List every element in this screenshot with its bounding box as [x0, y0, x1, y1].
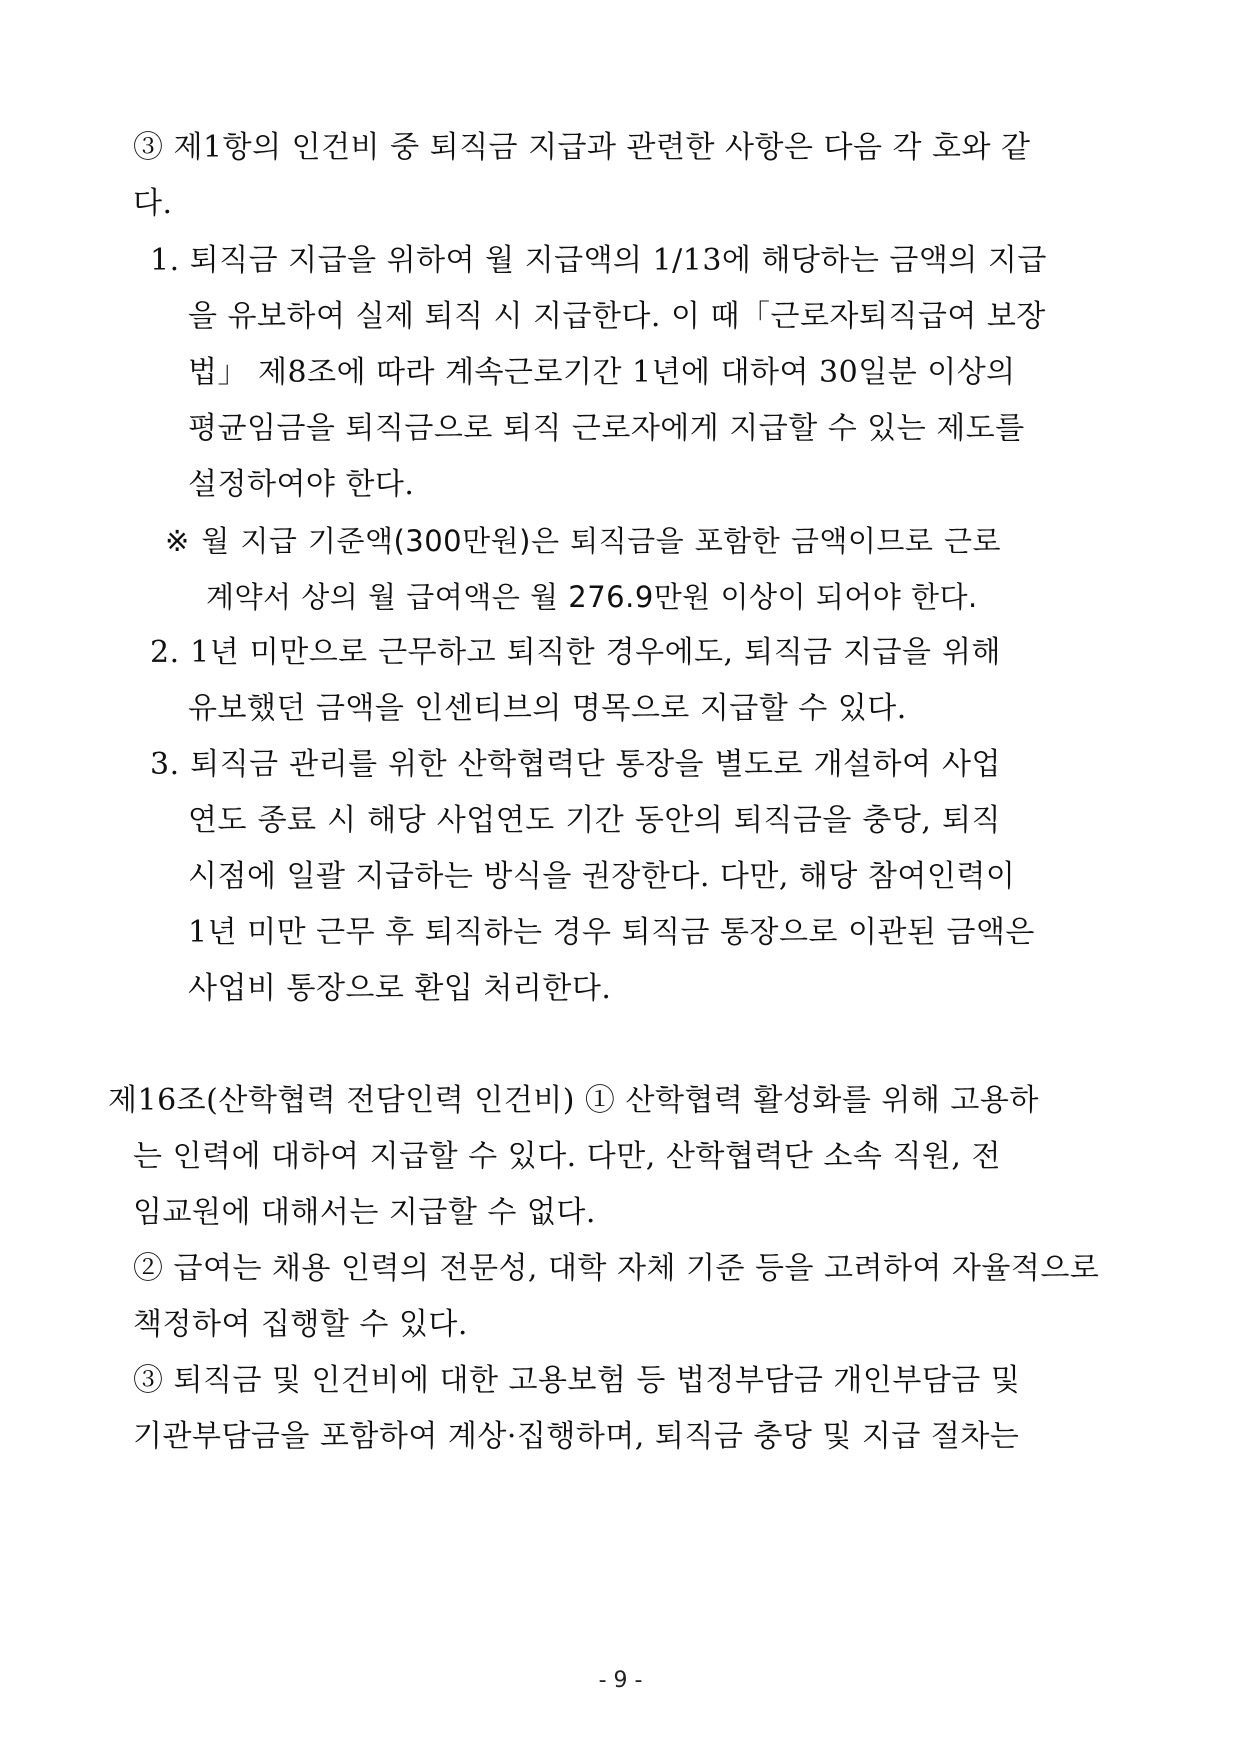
paragraph-3-line-2: 다. — [133, 186, 173, 221]
article-16-line-7: 기관부담금을 포함하여 계상·집행하며, 퇴직금 충당 및 지급 절차는 — [133, 1419, 1020, 1454]
item-1-line-3: 법」 제8조에 따라 계속근로기간 1년에 대하여 30일분 이상의 — [188, 355, 1016, 390]
item-3-line-3: 시점에 일괄 지급하는 방식을 권장한다. 다만, 해당 참여인력이 — [188, 859, 1016, 894]
item-3-line-4: 1년 미만 근무 후 퇴직하는 경우 퇴직금 통장으로 이관된 금액은 — [188, 915, 1035, 950]
article-16-line-4: ② 급여는 채용 인력의 전문성, 대학 자체 기준 등을 고려하여 자율적으로 — [133, 1251, 1100, 1286]
article-16-line-2: 는 인력에 대하여 지급할 수 있다. 다만, 산학협력단 소속 직원, 전 — [133, 1139, 1001, 1174]
article-16-line-3: 임교원에 대해서는 지급할 수 없다. — [133, 1195, 596, 1230]
item-3-line-2: 연도 종료 시 해당 사업연도 기간 동안의 퇴직금을 충당, 퇴직 — [188, 803, 1001, 838]
article-16-line-5: 책정하여 집행할 수 있다. — [133, 1307, 468, 1342]
item-1-line-4: 평균임금을 퇴직금으로 퇴직 근로자에게 지급할 수 있는 제도를 — [188, 411, 1025, 446]
item-2-line-2: 유보했던 금액을 인센티브의 명목으로 지급할 수 있다. — [188, 691, 907, 726]
item-3-line-1: 3. 퇴직금 관리를 위한 산학협력단 통장을 별도로 개설하여 사업 — [150, 747, 1001, 782]
note-line-2: 계약서 상의 월 급여액은 월 276.9만원 이상이 되어야 한다. — [206, 580, 978, 614]
page-number: - 9 - — [598, 1668, 643, 1693]
paragraph-3-line-1: ③ 제1항의 인건비 중 퇴직금 지급과 관련한 사항은 다음 각 호와 같 — [133, 130, 1031, 165]
article-16-line-6: ③ 퇴직금 및 인건비에 대한 고용보험 등 법정부담금 개인부담금 및 — [133, 1363, 1021, 1398]
item-2-line-1: 2. 1년 미만으로 근무하고 퇴직한 경우에도, 퇴직금 지급을 위해 — [150, 635, 1001, 670]
item-1-line-2: 을 유보하여 실제 퇴직 시 지급한다. 이 때「근로자퇴직급여 보장 — [188, 299, 1046, 334]
item-3-line-5: 사업비 통장으로 환입 처리한다. — [188, 971, 612, 1006]
item-1-line-1: 1. 퇴직금 지급을 위하여 월 지급액의 1/13에 해당하는 금액의 지급 — [150, 243, 1047, 278]
article-16-line-1: 제16조(산학협력 전담인력 인건비) ① 산학협력 활성화를 위해 고용하 — [108, 1083, 1039, 1118]
item-1-line-5: 설정하여야 한다. — [188, 467, 415, 502]
note-line-1: ※ 월 지급 기준액(300만원)은 퇴직금을 포함한 금액이므로 근로 — [165, 524, 1001, 558]
